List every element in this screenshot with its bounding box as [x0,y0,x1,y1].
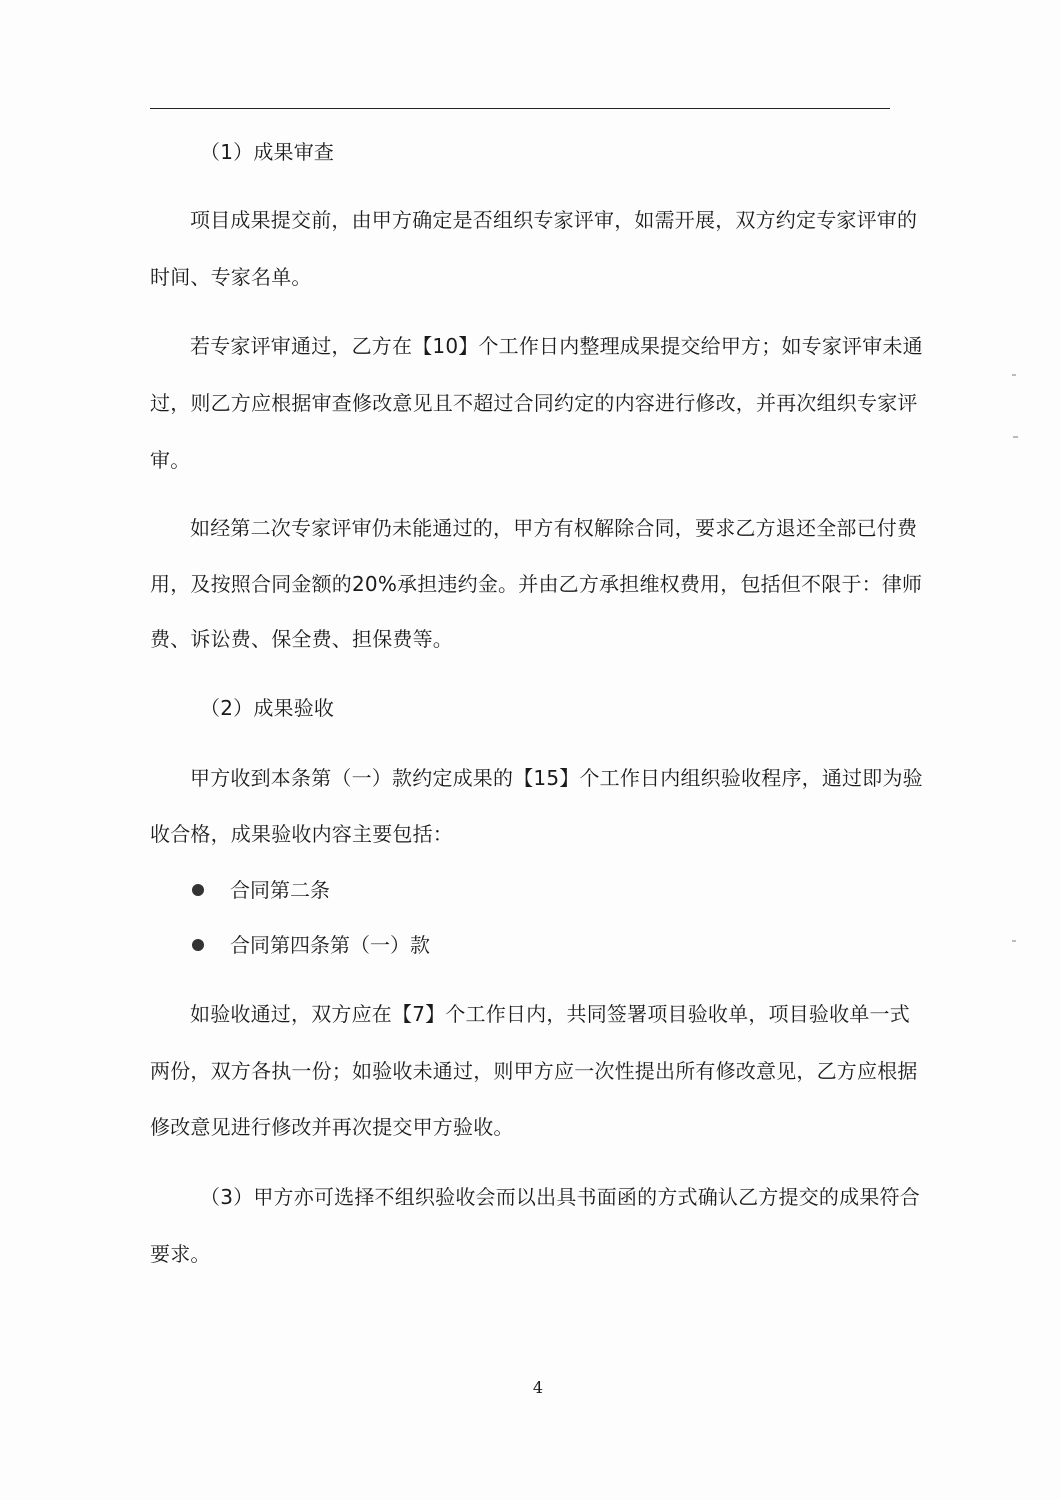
bullet-icon [192,884,204,896]
section-heading-3: （3）甲方亦可选择不组织验收会而以出具书面函的方式确认乙方提交的成果符合 [200,1185,920,1209]
paragraph-line: 若专家评审通过，乙方在【10】个工作日内整理成果提交给甲方；如专家评审未通 [190,334,923,358]
paragraph-line: 用，及按照合同金额的20%承担违约金。并由乙方承担维权费用，包括但不限于：律师 [150,572,923,596]
paragraph-line: 修改意见进行修改并再次提交甲方验收。 [150,1115,514,1139]
scan-artifact [1013,436,1018,438]
paragraph-line: 甲方收到本条第（一）款约定成果的【15】个工作日内组织验收程序，通过即为验 [190,766,923,790]
bullet-icon [192,939,204,951]
paragraph-line: 审。 [150,448,191,472]
paragraph-line: 项目成果提交前，由甲方确定是否组织专家评审，如需开展，双方约定专家评审的 [190,208,918,232]
scan-artifact [1012,940,1016,942]
paragraph-line: 如经第二次专家评审仍未能通过的，甲方有权解除合同，要求乙方退还全部已付费 [190,516,918,540]
paragraph-line: 费、诉讼费、保全费、担保费等。 [150,627,453,651]
section-heading-1: （1）成果审查 [200,140,335,164]
paragraph-line: 两份，双方各执一份；如验收未通过，则甲方应一次性提出所有修改意见，乙方应根据 [150,1059,918,1083]
header-rule [150,108,890,109]
page-number: 4 [532,1378,544,1397]
section-heading-2: （2）成果验收 [200,696,335,720]
list-item-text: 合同第二条 [230,878,330,902]
list-item-text: 合同第四条第（一）款 [230,933,430,957]
paragraph-line: 如验收通过，双方应在【7】个工作日内，共同签署项目验收单，项目验收单一式 [190,1002,910,1026]
paragraph-line: 收合格，成果验收内容主要包括： [150,822,453,846]
paragraph-line: 时间、专家名单。 [150,265,312,289]
paragraph-line: 过，则乙方应根据审查修改意见且不超过合同约定的内容进行修改，并再次组织专家评 [150,391,918,415]
scan-artifact [1012,374,1016,376]
paragraph-line: 要求。 [150,1242,211,1266]
